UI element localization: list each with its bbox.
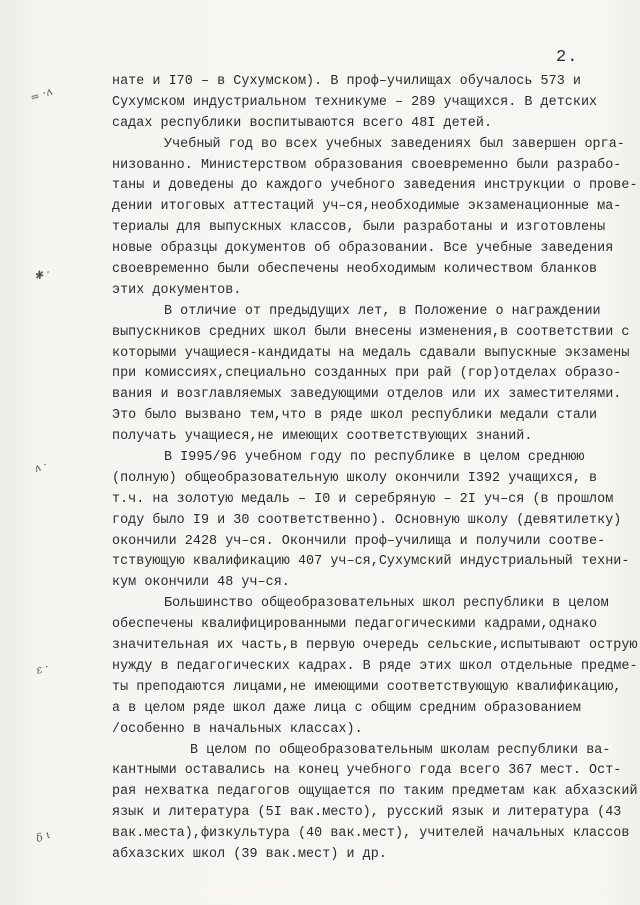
text-line: Сухумском индустриальном техникуме – 289 учащихся. В детских: [112, 94, 598, 110]
text-line: низованно. Министерством образования своевременно были разрабо-: [112, 157, 622, 173]
text-line: т.ч. на золотую медаль – I0 и серебряную – 2I уч–ся (в прошлом: [112, 491, 614, 507]
text-line: при комиссиях,специально созданных при рай (гор)отделах образо-: [112, 366, 622, 382]
text-line: кантными оставались на конец учебного года всего 367 мест. Ост-: [112, 763, 622, 779]
text-line: рая нехватка педагогов ощущается по таким предметам как абхазский: [112, 784, 638, 800]
text-line: нужду в педагогических кадрах. В ряде этих школ отдельные предме-: [112, 658, 638, 674]
margin-mark: ʌ ·: [32, 458, 50, 475]
text-line: таны и доведены до каждого учебного заведения инструкции о прове-: [112, 178, 638, 194]
text-line: ты преподаются лицами,не имеющими соответствующую квалификацию,: [112, 679, 622, 695]
text-line: Большинство общеобразовательных школ республики в целом: [164, 596, 609, 612]
text-line: этих документов.: [112, 282, 242, 298]
text-line: Это было вызвано тем,что в ряде школ республики медали стали: [112, 408, 598, 424]
text-line: В I995/96 учебном году по республике в целом среднюю: [164, 450, 585, 466]
text-line: году было I9 и 30 соответственно). Основную школу (девятилетку): [112, 512, 622, 528]
text-line: выпускников средних школ были внесены изменения,в соответствии с: [112, 324, 630, 340]
page-number: 2.: [556, 48, 579, 67]
text-line: В отличие от предыдущих лет, в Положение о награждении: [164, 303, 601, 319]
text-line: а в целом ряде школ даже лица с общим средним образованием: [112, 700, 581, 716]
text-line: новые образцы документов об образовании. Все учебные заведения: [112, 241, 614, 257]
text-line: садах республики воспитываются всего 48I детей.: [112, 115, 493, 131]
margin-mark: δ ι: [34, 827, 53, 846]
text-line: язык и литература (5I вак.место), русский язык и литература (43: [112, 805, 622, 821]
text-line: Учебный год во всех учебных заведениях был завершен орга-: [164, 136, 625, 152]
margin-mark: ε ·: [34, 660, 51, 677]
text-line: тствующую квалификацию 407 уч–ся,Сухумский индустриальный техни-: [112, 554, 630, 570]
text-line: которыми учащиеся-кандидаты на медаль сдавали выпускные экзамены: [112, 345, 630, 361]
margin-mark: ≈ ·ʌ: [28, 84, 54, 105]
text-line: В целом по общеобразовательным школам республики ва-: [190, 742, 611, 758]
text-line: значительная их часть,в первую очередь сельские,испытывают острую: [112, 638, 638, 654]
text-line: абхазских школ (39 вак.мест) и др.: [112, 846, 387, 862]
margin-mark: ✱ ·: [32, 265, 52, 284]
text-line: нате и I70 – в Сухумском). В проф–училищах обучалось 573 и: [112, 74, 581, 89]
text-line: дении итоговых аттестаций уч–ся,необходимые экзаменационные ма-: [112, 199, 622, 215]
text-line: получать учащиеся,не имеющих соответствующих знаний.: [112, 429, 533, 445]
text-line: териалы для выпускных классов, были разработаны и изготовлены: [112, 220, 606, 236]
text-line: (полную) общеобразовательную школу окончили I392 учащихся, в: [112, 470, 598, 486]
body-text: [112, 72, 638, 866]
text-line: окончили 2428 уч–ся. Окончили проф–училища и получили соотве-: [112, 533, 606, 549]
text-line: вак.места),физкультура (40 вак.мест), учителей начальных классов: [112, 826, 630, 842]
text-line: своевременно были обеспечены необходимым количеством бланков: [112, 262, 598, 278]
text-line: /особенно в начальных классах).: [112, 721, 363, 737]
text-line: обеспечены квалифицированными педагогическими кадрами,однако: [112, 617, 598, 633]
text-line: вания и возглавляемых заведующими отделов или их заместителями.: [112, 387, 622, 403]
text-line: кум окончили 48 уч–ся.: [112, 575, 290, 591]
